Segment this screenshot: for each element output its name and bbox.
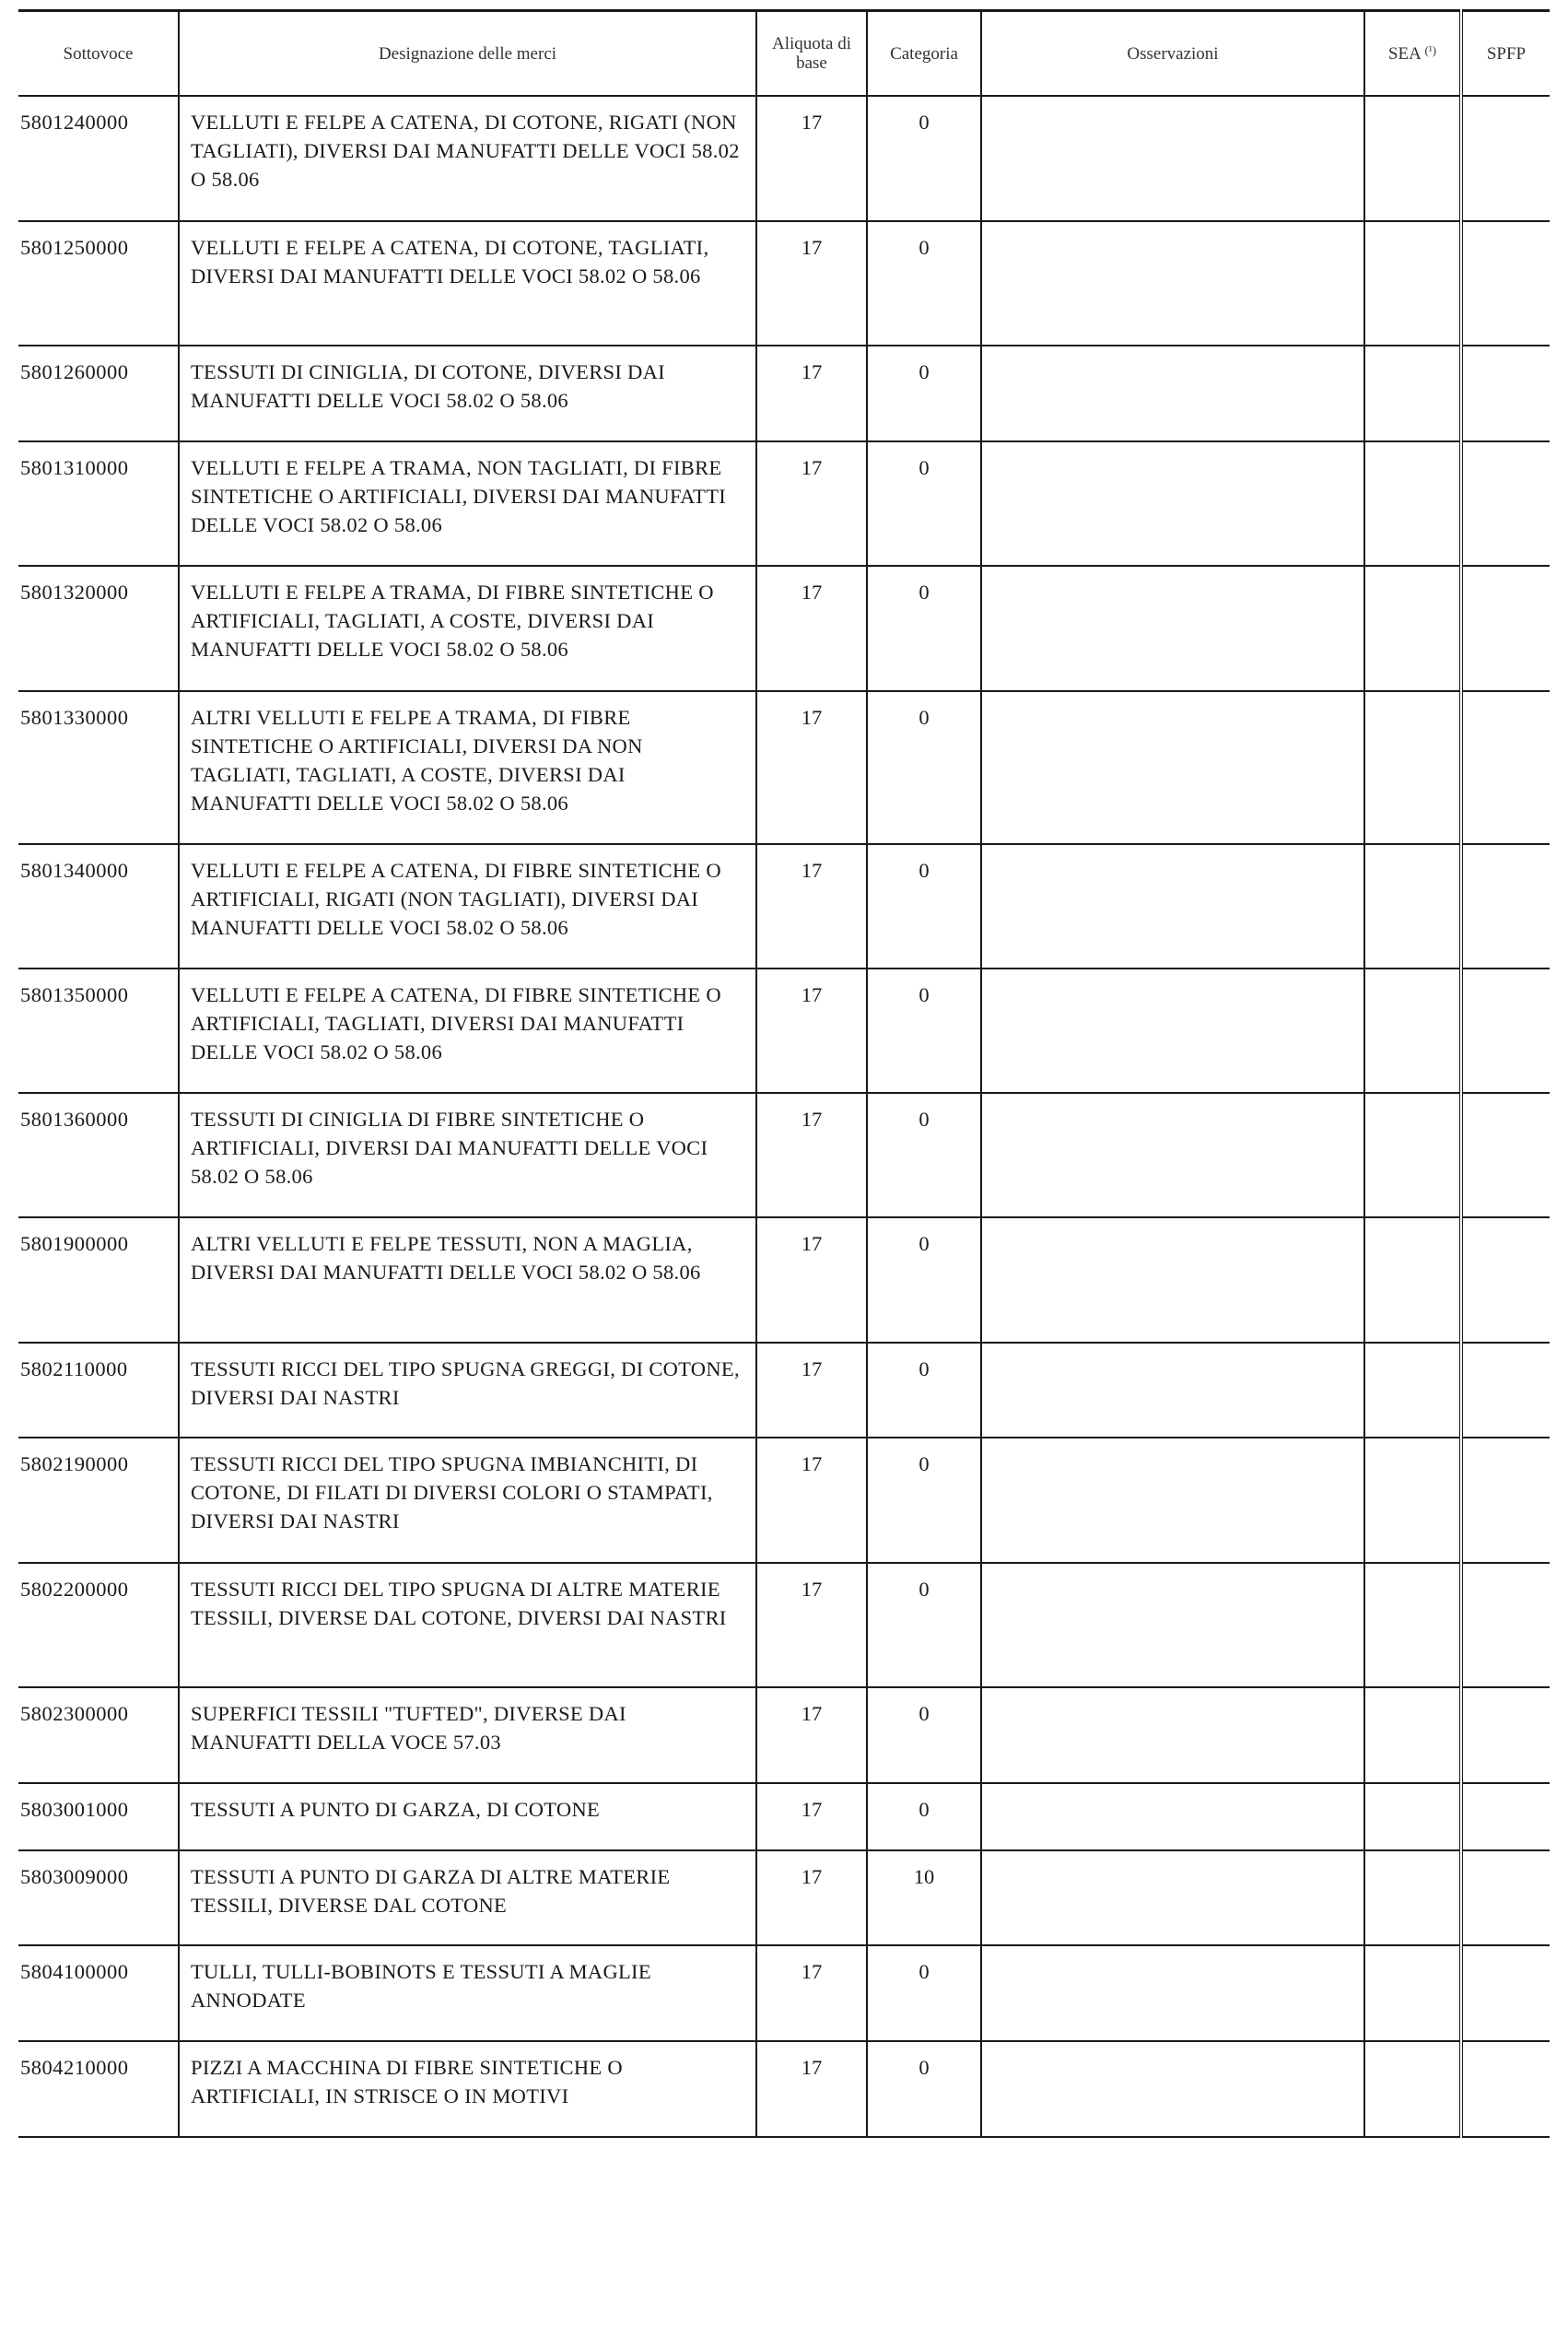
cell-spfp: [1461, 1563, 1550, 1687]
header-base-rate: Aliquota di base: [756, 11, 867, 97]
cell-sea: [1364, 96, 1461, 221]
table-row: [18, 346, 1550, 441]
cell-category: 0: [867, 844, 981, 969]
table-row: [18, 969, 1550, 1093]
cell-category: 0: [867, 441, 981, 566]
table-header: [18, 11, 1550, 97]
cell-base-rate: 17: [756, 969, 867, 1093]
cell-base-rate: 17: [756, 1093, 867, 1217]
cell-sea: [1364, 1783, 1461, 1850]
table-body: [18, 96, 1550, 2137]
cell-spfp: [1461, 1438, 1550, 1563]
cell-description: TESSUTI RICCI DEL TIPO SPUGNA DI ALTRE MATERIE TESSILI, DIVERSE DAL COTONE, DIVERSI DAI NASTRI: [179, 1563, 756, 1687]
cell-description: TESSUTI DI CINIGLIA DI FIBRE SINTETICHE O ARTIFICIALI, DIVERSI DAI MANUFATTI DELLE VOCI 58.02 O 58.06: [179, 1093, 756, 1217]
cell-remarks: [981, 566, 1364, 691]
cell-base-rate: 17: [756, 1343, 867, 1438]
cell-remarks: [981, 1850, 1364, 1945]
cell-spfp: [1461, 1093, 1550, 1217]
cell-subheading: 5801330000: [18, 691, 179, 844]
header-sea: [1364, 11, 1461, 97]
cell-category: 0: [867, 1563, 981, 1687]
cell-subheading: 5802110000: [18, 1343, 179, 1438]
cell-base-rate: 17: [756, 1850, 867, 1945]
cell-category: 0: [867, 346, 981, 441]
cell-category: 0: [867, 1093, 981, 1217]
cell-subheading: 5802190000: [18, 1438, 179, 1563]
cell-category: 0: [867, 1687, 981, 1783]
cell-spfp: [1461, 221, 1550, 346]
table-row: [18, 1343, 1550, 1438]
cell-subheading: 5802200000: [18, 1563, 179, 1687]
header-category: Categoria: [867, 11, 981, 97]
cell-sea: [1364, 1850, 1461, 1945]
table-row: [18, 96, 1550, 221]
table-row: [18, 2041, 1550, 2137]
cell-subheading: 5804210000: [18, 2041, 179, 2137]
cell-category: 10: [867, 1850, 981, 1945]
cell-remarks: [981, 346, 1364, 441]
cell-description: TULLI, TULLI-BOBINOTS E TESSUTI A MAGLIE ANNODATE: [179, 1945, 756, 2041]
cell-remarks: [981, 1438, 1364, 1563]
cell-base-rate: 17: [756, 691, 867, 844]
cell-sea: [1364, 1563, 1461, 1687]
cell-remarks: [981, 1945, 1364, 2041]
cell-subheading: 5801240000: [18, 96, 179, 221]
cell-spfp: [1461, 844, 1550, 969]
cell-description: SUPERFICI TESSILI "TUFTED", DIVERSE DAI MANUFATTI DELLA VOCE 57.03: [179, 1687, 756, 1783]
cell-remarks: [981, 221, 1364, 346]
table-row: [18, 441, 1550, 566]
cell-base-rate: 17: [756, 1687, 867, 1783]
cell-category: 0: [867, 1217, 981, 1343]
cell-spfp: [1461, 441, 1550, 566]
cell-sea: [1364, 441, 1461, 566]
cell-remarks: [981, 691, 1364, 844]
header-subheading: Sottovoce: [18, 11, 179, 97]
header-sea-label: SEA: [1387, 43, 1421, 64]
cell-description: ALTRI VELLUTI E FELPE A TRAMA, DI FIBRE SINTETICHE O ARTIFICIALI, DIVERSI DA NON TAGLIATI, TAGLIATI, A COSTE, DIVERSI DAI MANUFATTI DELLE VOCI 58.02 O 58.06: [179, 691, 756, 844]
cell-category: 0: [867, 2041, 981, 2137]
cell-sea: [1364, 969, 1461, 1093]
table-row: [18, 844, 1550, 969]
table-row: [18, 1850, 1550, 1945]
cell-remarks: [981, 1343, 1364, 1438]
cell-category: 0: [867, 1343, 981, 1438]
cell-remarks: [981, 1563, 1364, 1687]
cell-sea: [1364, 1093, 1461, 1217]
cell-sea: [1364, 691, 1461, 844]
cell-description: ALTRI VELLUTI E FELPE TESSUTI, NON A MAGLIA, DIVERSI DAI MANUFATTI DELLE VOCI 58.02 O 58.06: [179, 1217, 756, 1343]
cell-description: TESSUTI A PUNTO DI GARZA, DI COTONE: [179, 1783, 756, 1850]
cell-subheading: 5801320000: [18, 566, 179, 691]
cell-subheading: 5801360000: [18, 1093, 179, 1217]
cell-spfp: [1461, 566, 1550, 691]
cell-base-rate: 17: [756, 346, 867, 441]
cell-subheading: 5801350000: [18, 969, 179, 1093]
cell-spfp: [1461, 969, 1550, 1093]
cell-remarks: [981, 441, 1364, 566]
cell-sea: [1364, 2041, 1461, 2137]
cell-subheading: 5803009000: [18, 1850, 179, 1945]
cell-subheading: 5803001000: [18, 1783, 179, 1850]
table-row: [18, 221, 1550, 346]
cell-spfp: [1461, 1687, 1550, 1783]
table-row: [18, 1438, 1550, 1563]
cell-base-rate: 17: [756, 844, 867, 969]
cell-description: VELLUTI E FELPE A TRAMA, NON TAGLIATI, DI FIBRE SINTETICHE O ARTIFICIALI, DIVERSI DAI MANUFATTI DELLE VOCI 58.02 O 58.06: [179, 441, 756, 566]
cell-remarks: [981, 844, 1364, 969]
cell-category: 0: [867, 969, 981, 1093]
cell-spfp: [1461, 96, 1550, 221]
cell-spfp: [1461, 2041, 1550, 2137]
cell-spfp: [1461, 1945, 1550, 2041]
cell-subheading: 5801260000: [18, 346, 179, 441]
cell-sea: [1364, 844, 1461, 969]
cell-category: 0: [867, 1783, 981, 1850]
cell-remarks: [981, 96, 1364, 221]
cell-sea: [1364, 1343, 1461, 1438]
cell-base-rate: 17: [756, 1563, 867, 1687]
table-row: [18, 1217, 1550, 1343]
header-description: Designazione delle merci: [179, 11, 756, 97]
cell-description: TESSUTI A PUNTO DI GARZA DI ALTRE MATERIE TESSILI, DIVERSE DAL COTONE: [179, 1850, 756, 1945]
cell-remarks: [981, 1687, 1364, 1783]
cell-subheading: 5801250000: [18, 221, 179, 346]
cell-subheading: 5802300000: [18, 1687, 179, 1783]
cell-subheading: 5801310000: [18, 441, 179, 566]
cell-remarks: [981, 2041, 1364, 2137]
cell-description: TESSUTI RICCI DEL TIPO SPUGNA IMBIANCHITI, DI COTONE, DI FILATI DI DIVERSI COLORI O STAMPATI, DIVERSI DAI NASTRI: [179, 1438, 756, 1563]
cell-sea: [1364, 221, 1461, 346]
cell-spfp: [1461, 691, 1550, 844]
table-row: [18, 691, 1550, 844]
cell-base-rate: 17: [756, 2041, 867, 2137]
cell-sea: [1364, 1217, 1461, 1343]
cell-spfp: [1461, 1850, 1550, 1945]
cell-sea: [1364, 1687, 1461, 1783]
cell-description: TESSUTI RICCI DEL TIPO SPUGNA GREGGI, DI COTONE, DIVERSI DAI NASTRI: [179, 1343, 756, 1438]
header-remarks: Osservazioni: [981, 11, 1364, 97]
cell-category: 0: [867, 221, 981, 346]
cell-description: VELLUTI E FELPE A CATENA, DI COTONE, RIGATI (NON TAGLIATI), DIVERSI DAI MANUFATTI DELLE VOCI 58.02 O 58.06: [179, 96, 756, 221]
cell-base-rate: 17: [756, 96, 867, 221]
cell-base-rate: 17: [756, 566, 867, 691]
cell-description: VELLUTI E FELPE A CATENA, DI FIBRE SINTETICHE O ARTIFICIALI, RIGATI (NON TAGLIATI), DIVERSI DAI MANUFATTI DELLE VOCI 58.02 O 58.06: [179, 844, 756, 969]
header-sea-footnote: (¹): [1424, 42, 1437, 57]
cell-category: 0: [867, 1438, 981, 1563]
cell-base-rate: 17: [756, 1438, 867, 1563]
cell-category: 0: [867, 566, 981, 691]
cell-sea: [1364, 566, 1461, 691]
table-row: [18, 1783, 1550, 1850]
header-spfp: SPFP: [1461, 11, 1550, 97]
cell-sea: [1364, 346, 1461, 441]
cell-base-rate: 17: [756, 1217, 867, 1343]
cell-spfp: [1461, 346, 1550, 441]
header-row: [18, 11, 1550, 97]
cell-remarks: [981, 969, 1364, 1093]
table-row: [18, 1093, 1550, 1217]
cell-remarks: [981, 1093, 1364, 1217]
cell-subheading: 5801340000: [18, 844, 179, 969]
cell-category: 0: [867, 691, 981, 844]
cell-remarks: [981, 1217, 1364, 1343]
cell-sea: [1364, 1438, 1461, 1563]
cell-description: TESSUTI DI CINIGLIA, DI COTONE, DIVERSI DAI MANUFATTI DELLE VOCI 58.02 O 58.06: [179, 346, 756, 441]
cell-description: VELLUTI E FELPE A CATENA, DI COTONE, TAGLIATI, DIVERSI DAI MANUFATTI DELLE VOCI 58.02 O 58.06: [179, 221, 756, 346]
cell-base-rate: 17: [756, 221, 867, 346]
cell-sea: [1364, 1945, 1461, 2041]
cell-subheading: 5804100000: [18, 1945, 179, 2041]
cell-spfp: [1461, 1343, 1550, 1438]
cell-remarks: [981, 1783, 1364, 1850]
cell-description: VELLUTI E FELPE A CATENA, DI FIBRE SINTETICHE O ARTIFICIALI, TAGLIATI, DIVERSI DAI MANUFATTI DELLE VOCI 58.02 O 58.06: [179, 969, 756, 1093]
cell-description: PIZZI A MACCHINA DI FIBRE SINTETICHE O ARTIFICIALI, IN STRISCE O IN MOTIVI: [179, 2041, 756, 2137]
table-row: [18, 1563, 1550, 1687]
cell-base-rate: 17: [756, 1945, 867, 2041]
cell-category: 0: [867, 96, 981, 221]
cell-base-rate: 17: [756, 1783, 867, 1850]
table-row: [18, 1945, 1550, 2041]
tariff-table: [18, 9, 1550, 2138]
cell-category: 0: [867, 1945, 981, 2041]
table-row: [18, 1687, 1550, 1783]
cell-base-rate: 17: [756, 441, 867, 566]
cell-subheading: 5801900000: [18, 1217, 179, 1343]
table-row: [18, 566, 1550, 691]
cell-description: VELLUTI E FELPE A TRAMA, DI FIBRE SINTETICHE O ARTIFICIALI, TAGLIATI, A COSTE, DIVERSI DAI MANUFATTI DELLE VOCI 58.02 O 58.06: [179, 566, 756, 691]
cell-spfp: [1461, 1217, 1550, 1343]
cell-spfp: [1461, 1783, 1550, 1850]
